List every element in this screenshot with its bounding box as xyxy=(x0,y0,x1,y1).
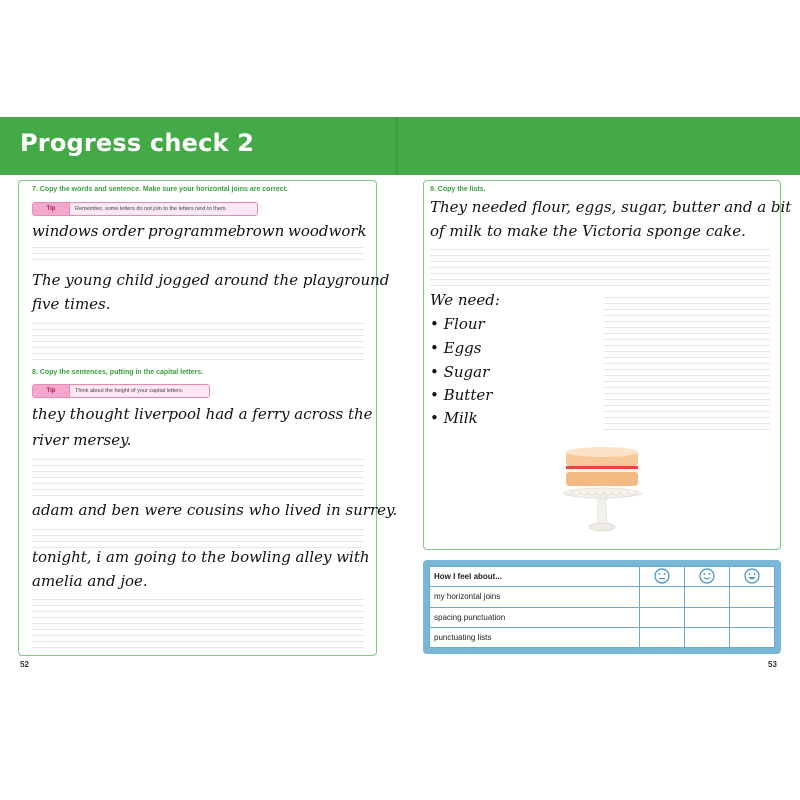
word-order: order xyxy=(102,222,144,240)
tip-text: Remember, some letters do not join to the letters next to them. xyxy=(75,206,227,212)
list-sentence-line-2: of milk to make the Victoria sponge cake. xyxy=(430,222,746,240)
page-gutter xyxy=(396,117,398,175)
tip-box-q8 xyxy=(32,384,210,398)
self-assessment-table xyxy=(429,566,775,648)
neutral-face-icon xyxy=(654,568,670,584)
list-item-milk: • Milk xyxy=(430,409,478,427)
page-number-left: 52 xyxy=(20,660,29,669)
sentence-tonight-2: amelia and joe. xyxy=(32,572,148,590)
self-assessment-panel xyxy=(423,560,781,654)
tip-box-q7 xyxy=(32,202,258,216)
sentence-adam: adam and ben were cousins who lived in surrey. xyxy=(32,501,398,519)
rating-cell[interactable] xyxy=(730,607,775,627)
word-programme: programme xyxy=(148,222,237,240)
question-8-title: 8. Copy the sentences, putting in the capital letters. xyxy=(32,369,204,376)
rating-cell[interactable] xyxy=(685,627,730,647)
list-item-sugar: • Sugar xyxy=(430,363,490,381)
writing-lines[interactable] xyxy=(32,242,364,260)
writing-lines[interactable] xyxy=(430,244,770,286)
rating-cell[interactable] xyxy=(640,627,685,647)
word-woodwork: woodwork xyxy=(288,222,367,240)
word-brown: brown xyxy=(236,222,285,240)
sentence-line-1: The young child jogged around the playground xyxy=(32,271,390,289)
sentence-line-2: five times. xyxy=(32,295,111,313)
rating-cell[interactable] xyxy=(640,607,685,627)
word-windows: windows xyxy=(32,222,99,240)
rating-cell[interactable] xyxy=(685,587,730,607)
table-row xyxy=(430,587,775,607)
writing-lines[interactable] xyxy=(32,318,364,360)
page-number-right: 53 xyxy=(768,660,777,669)
smile-face-cell[interactable] xyxy=(685,567,730,587)
sentence-liverpool-2: river mersey. xyxy=(32,431,132,449)
writing-lines[interactable] xyxy=(604,292,770,430)
rating-cell[interactable] xyxy=(730,587,775,607)
rating-cell[interactable] xyxy=(640,587,685,607)
list-item-eggs: • Eggs xyxy=(430,339,482,357)
row-label: my horizontal joins xyxy=(430,587,640,607)
rating-cell[interactable] xyxy=(685,607,730,627)
list-sentence-line-1: They needed flour, eggs, sugar, butter and a bit xyxy=(430,198,792,216)
row-label: punctuating lists xyxy=(430,627,640,647)
writing-lines[interactable] xyxy=(32,454,364,496)
list-item-butter: • Butter xyxy=(430,386,493,404)
question-9-title: 9. Copy the lists. xyxy=(430,186,486,193)
victoria-sponge-cake-icon xyxy=(556,440,648,536)
tip-label: Tip xyxy=(33,385,70,397)
sentence-tonight-1: tonight, i am going to the bowling alley with xyxy=(32,548,370,566)
list-heading: We need: xyxy=(430,291,500,309)
table-header-row xyxy=(430,567,775,587)
table-row xyxy=(430,607,775,627)
title-banner xyxy=(0,117,800,175)
table-header-label: How I feel about... xyxy=(430,567,640,587)
table-row xyxy=(430,627,775,647)
writing-lines[interactable] xyxy=(32,524,364,548)
smile-face-icon xyxy=(699,568,715,584)
row-label: spacing punctuation xyxy=(430,607,640,627)
list-item-flour: • Flour xyxy=(430,315,485,333)
big-smile-face-icon xyxy=(744,568,760,584)
tip-label: Tip xyxy=(33,203,70,215)
tip-text: Think about the height of your capital letters. xyxy=(75,388,184,394)
sentence-liverpool-1: they thought liverpool had a ferry across the xyxy=(32,405,373,423)
writing-lines[interactable] xyxy=(32,594,364,648)
rating-cell[interactable] xyxy=(730,627,775,647)
big-smile-face-cell[interactable] xyxy=(730,567,775,587)
page-title: Progress check 2 xyxy=(20,129,255,157)
neutral-face-cell[interactable] xyxy=(640,567,685,587)
question-7-title: 7. Copy the words and sentence. Make sure your horizontal joins are correct. xyxy=(32,186,288,193)
